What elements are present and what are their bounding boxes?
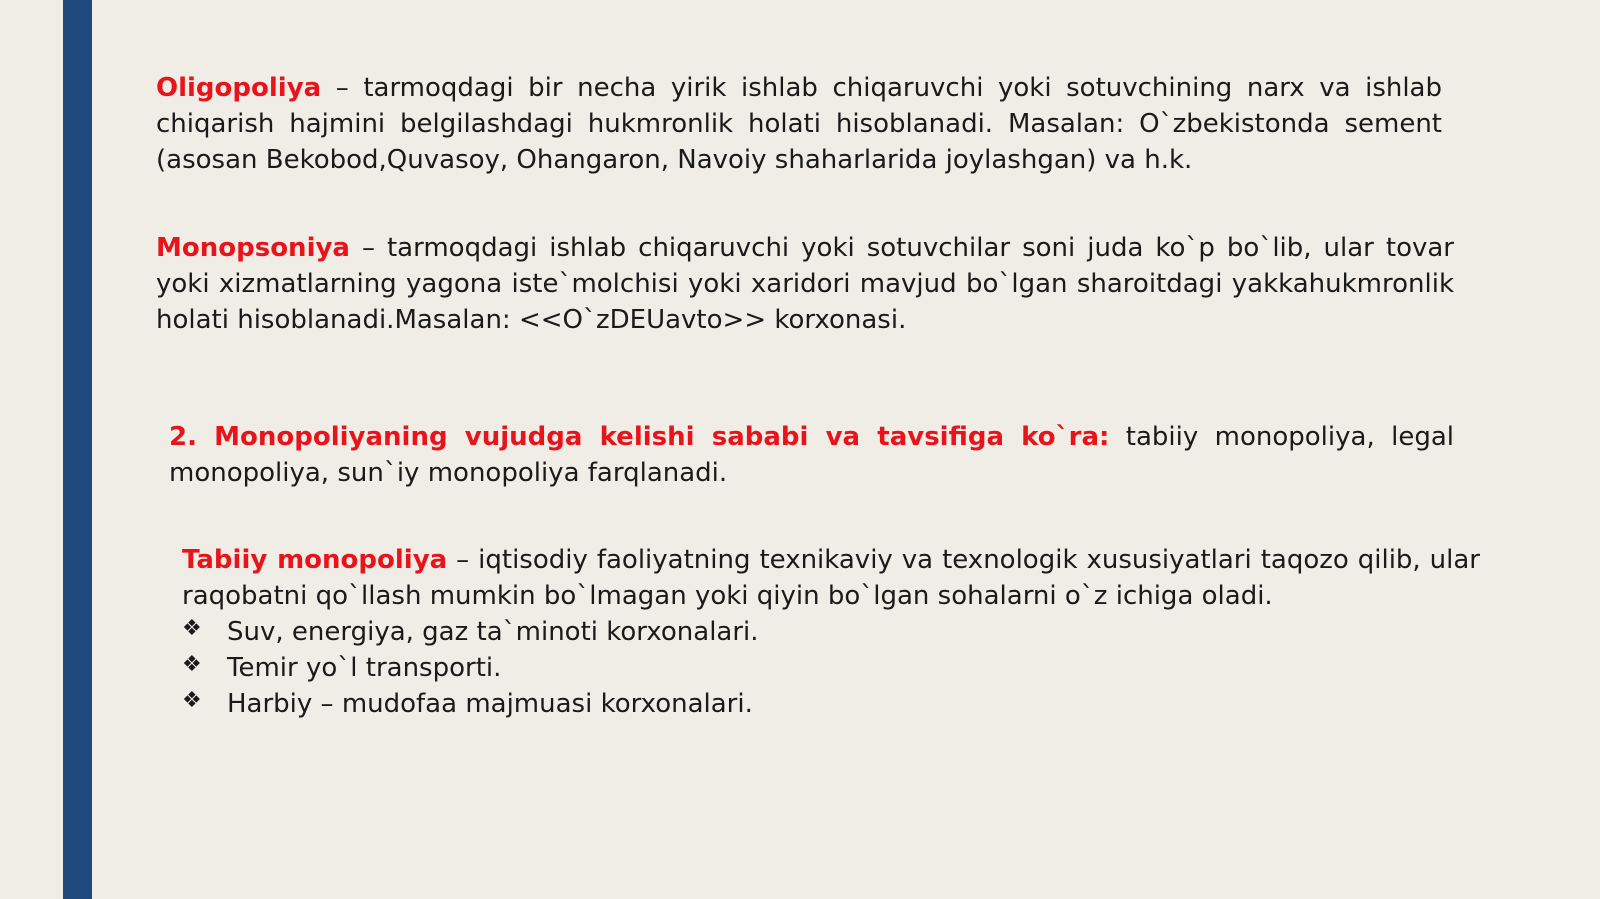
- list-item: [182, 686, 759, 722]
- section2-text: tabiiy monopoliya, legal monopoliya, sun`iy monopoliya farqlanadi.: [169, 422, 1454, 488]
- list-item-text: Temir yo`l transporti.: [227, 653, 502, 683]
- oligopoliya-term: Oligopoliya: [156, 73, 322, 103]
- oligopoliya-definition: – tarmoqdagi bir necha yirik ishlab chiqaruvchi yoki sotuvchining narx va ishlab chiqarish hajmini belgilashdagi hukmronlik holati hisoblanadi. Masalan: O`zbekistonda sement (asosan Bekobod,Quvasoy, Ohangaron, Navoiy shaharlarida joylashgan) va h.k.: [156, 73, 1442, 175]
- diamond-bullet-icon: ❖: [182, 616, 202, 641]
- list-item-text: Harbiy – mudofaa majmuasi korxonalari.: [227, 689, 753, 719]
- monopsoniya-paragraph: [156, 230, 1454, 338]
- monopsoniya-term: Monopsoniya: [156, 233, 350, 263]
- tabiiy-definition: – iqtisodiy faoliyatning texnikaviy va texnologik xususiyatlari taqozo qilib, ular raqobatni qo`llash mumkin bo`lmagan yoki qiyin bo`lgan sohalarni o`z ichiga oladi.: [182, 545, 1480, 611]
- examples-list: [182, 614, 759, 722]
- oligopoliya-paragraph: [156, 70, 1442, 178]
- tabiiy-term: Tabiiy monopoliya: [182, 545, 448, 575]
- list-item: [182, 650, 759, 686]
- section2-heading: 2. Monopoliyaning vujudga kelishi sababi va tavsifiga ko`ra:: [169, 422, 1110, 452]
- monopsoniya-definition: – tarmoqdagi ishlab chiqaruvchi yoki sotuvchilar soni juda ko`p bo`lib, ular tovar yoki xizmatlarning yagona iste`molchisi yoki xaridori mavjud bo`lgan sharoitdagi yakkahukmronlik holati hisoblanadi.Masalan: <<O`zDEUavto>> korxonasi.: [156, 233, 1454, 335]
- list-item: [182, 614, 759, 650]
- left-accent-bar: [63, 0, 92, 899]
- list-item-text: Suv, energiya, gaz ta`minoti korxonalari.: [227, 617, 759, 647]
- diamond-bullet-icon: ❖: [182, 652, 202, 677]
- diamond-bullet-icon: ❖: [182, 688, 202, 713]
- section2-paragraph: [169, 419, 1454, 491]
- tabiiy-paragraph: [182, 542, 1480, 614]
